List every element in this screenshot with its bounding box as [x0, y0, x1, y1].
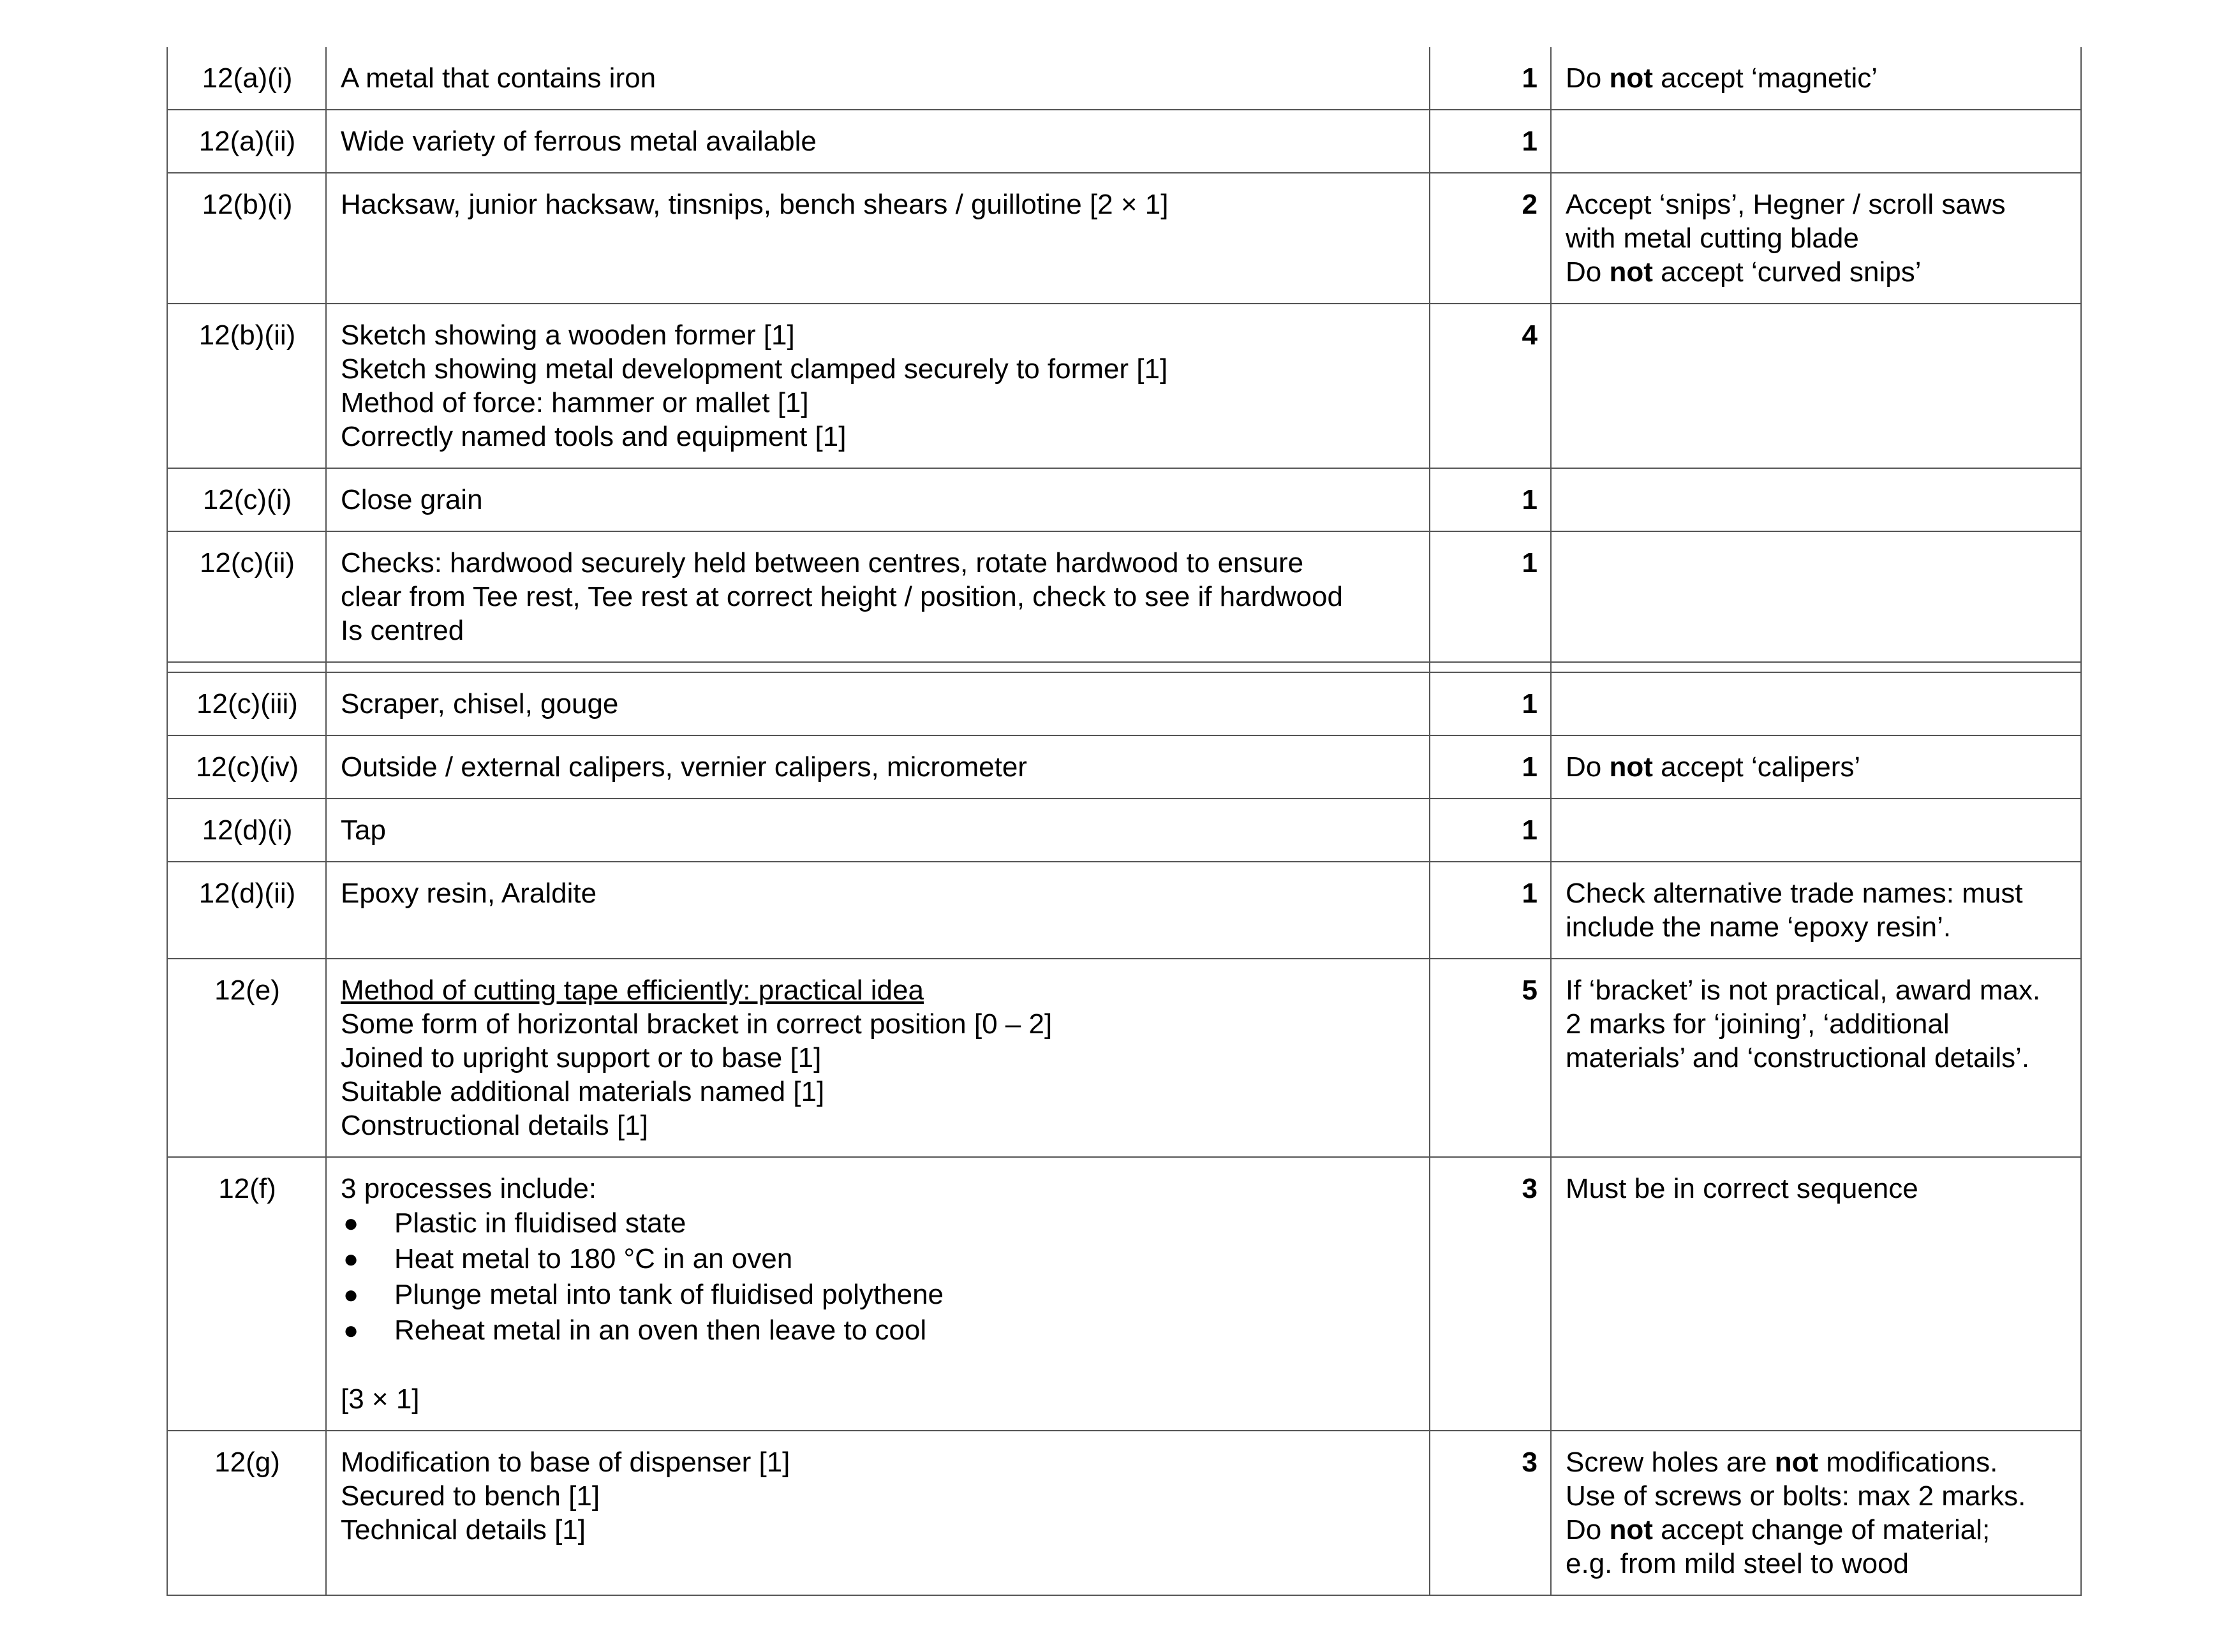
marks-cell: 5 — [1430, 959, 1551, 1157]
table-row — [167, 47, 2081, 110]
question-number: 12(d)(ii) — [167, 862, 326, 959]
answer-line: Suitable additional materials named [1] — [341, 1076, 825, 1107]
question-number: 12(g) — [167, 1431, 326, 1595]
answer-line: Technical details [1] — [341, 1514, 586, 1545]
separator-cell — [326, 662, 1430, 672]
answer-line: Is centred — [341, 615, 464, 646]
answer-heading: Method of cutting tape efficiently: practical idea — [341, 975, 924, 1006]
bullet-icon: ● — [343, 1316, 359, 1345]
table-row — [167, 959, 2081, 1157]
marks-cell: 1 — [1430, 799, 1551, 862]
answer-line: Checks: hardwood securely held between centres, rotate hardwood to ensure — [341, 547, 1304, 579]
guidance-cell — [1551, 173, 2081, 304]
table-separator — [167, 662, 2081, 672]
table-row — [167, 531, 2081, 662]
answer-line: Secured to bench [1] — [341, 1480, 600, 1512]
list-item: ● Plunge metal into tank of fluidised polythene — [341, 1277, 1416, 1313]
guidance-line: Do not accept ‘calipers’ — [1566, 751, 1861, 783]
guidance-line: e.g. from mild steel to wood — [1566, 1548, 1909, 1579]
guidance-cell — [1551, 47, 2081, 110]
answer-line: Modification to base of dispenser [1] — [341, 1447, 790, 1478]
guidance-cell — [1551, 468, 2081, 531]
answer-line: Joined to upright support or to base [1] — [341, 1042, 822, 1073]
question-number: 12(c)(iii) — [167, 672, 326, 735]
guidance-line: Use of screws or bolts: max 2 marks. — [1566, 1480, 2026, 1512]
question-number: 12(f) — [167, 1157, 326, 1431]
answer-cell — [326, 531, 1430, 662]
mark-scheme-table — [167, 47, 2082, 1596]
guidance-cell — [1551, 304, 2081, 468]
guidance-line: 2 marks for ‘joining’, ‘additional — [1566, 1008, 1950, 1040]
marks-cell: 1 — [1430, 735, 1551, 799]
answer-cell — [326, 110, 1430, 173]
answer-line: Wide variety of ferrous metal available — [341, 126, 817, 157]
guidance-cell — [1551, 959, 2081, 1157]
marks-cell: 2 — [1430, 173, 1551, 304]
guidance-line: materials’ and ‘constructional details’. — [1566, 1042, 2030, 1073]
answer-line: Epoxy resin, Araldite — [341, 878, 597, 909]
answer-line: Hacksaw, junior hacksaw, tinsnips, bench shears / guillotine [2 × 1] — [341, 189, 1169, 220]
question-number: 12(e) — [167, 959, 326, 1157]
question-number: 12(b)(i) — [167, 173, 326, 304]
separator-cell — [1430, 662, 1551, 672]
marks-cell: 3 — [1430, 1431, 1551, 1595]
marks-cell: 1 — [1430, 862, 1551, 959]
guidance-line: If ‘bracket’ is not practical, award max. — [1566, 975, 2041, 1006]
guidance-cell — [1551, 672, 2081, 735]
guidance-cell — [1551, 531, 2081, 662]
guidance-cell — [1551, 1431, 2081, 1595]
marks-cell: 1 — [1430, 672, 1551, 735]
answer-line: Correctly named tools and equipment [1] — [341, 421, 847, 452]
guidance-cell — [1551, 735, 2081, 799]
answer-cell — [326, 173, 1430, 304]
guidance-line: with metal cutting blade — [1566, 223, 1859, 254]
answer-line: Close grain — [341, 484, 483, 515]
separator-cell — [1551, 662, 2081, 672]
separator-cell — [167, 662, 326, 672]
answer-line: clear from Tee rest, Tee rest at correct height / position, check to see if hardwood — [341, 581, 1343, 612]
guidance-cell — [1551, 110, 2081, 173]
table-row — [167, 862, 2081, 959]
list-item: ● Plastic in fluidised state — [341, 1206, 1416, 1241]
guidance-line: Must be in correct sequence — [1566, 1173, 1918, 1204]
answer-line: Constructional details [1] — [341, 1110, 648, 1141]
marks-cell: 4 — [1430, 304, 1551, 468]
answer-intro: 3 processes include: — [341, 1173, 597, 1204]
answer-cell — [326, 672, 1430, 735]
answer-cell — [326, 1157, 1430, 1431]
guidance-cell — [1551, 799, 2081, 862]
answer-line: Method of force: hammer or mallet [1] — [341, 387, 809, 418]
spacer — [341, 1348, 1416, 1382]
answer-line: Scraper, chisel, gouge — [341, 688, 619, 719]
guidance-line: Check alternative trade names: must — [1566, 878, 2023, 909]
guidance-line: Do not accept ‘magnetic’ — [1566, 63, 1878, 94]
answer-cell — [326, 862, 1430, 959]
table-row — [167, 304, 2081, 468]
answer-cell — [326, 304, 1430, 468]
question-number: 12(c)(i) — [167, 468, 326, 531]
bullet-icon: ● — [343, 1209, 359, 1237]
answer-cell — [326, 959, 1430, 1157]
marks-cell: 1 — [1430, 47, 1551, 110]
process-list — [341, 1206, 1416, 1348]
guidance-line: Do not accept change of material; — [1566, 1514, 1990, 1545]
marks-cell: 1 — [1430, 531, 1551, 662]
question-number: 12(a)(i) — [167, 47, 326, 110]
answer-line: Some form of horizontal bracket in correct position [0 – 2] — [341, 1008, 1053, 1040]
table-row — [167, 799, 2081, 862]
table-row — [167, 173, 2081, 304]
table-row — [167, 672, 2081, 735]
guidance-line: Accept ‘snips’, Hegner / scroll saws — [1566, 189, 2006, 220]
marks-cell: 1 — [1430, 468, 1551, 531]
question-number: 12(c)(ii) — [167, 531, 326, 662]
answer-line: Sketch showing a wooden former [1] — [341, 320, 795, 351]
table-row — [167, 735, 2081, 799]
question-number: 12(c)(iv) — [167, 735, 326, 799]
question-number: 12(d)(i) — [167, 799, 326, 862]
bullet-icon: ● — [343, 1281, 359, 1309]
answer-cell — [326, 468, 1430, 531]
guidance-line: Screw holes are not modifications. — [1566, 1447, 1998, 1478]
answer-line: Sketch showing metal development clamped securely to former [1] — [341, 353, 1168, 385]
table-row — [167, 1431, 2081, 1595]
list-item: ● Heat metal to 180 °C in an oven — [341, 1241, 1416, 1277]
guidance-cell — [1551, 862, 2081, 959]
list-item: ● Reheat metal in an oven then leave to cool — [341, 1313, 1416, 1348]
marks-cell: 3 — [1430, 1157, 1551, 1431]
answer-cell — [326, 735, 1430, 799]
answer-cell — [326, 799, 1430, 862]
answer-line: Outside / external calipers, vernier calipers, micrometer — [341, 751, 1027, 783]
question-number: 12(b)(ii) — [167, 304, 326, 468]
answer-footer: [3 × 1] — [341, 1383, 420, 1415]
table-row — [167, 1157, 2081, 1431]
answer-cell — [326, 1431, 1430, 1595]
guidance-line: include the name ‘epoxy resin’. — [1566, 911, 1952, 943]
marks-cell: 1 — [1430, 110, 1551, 173]
guidance-cell — [1551, 1157, 2081, 1431]
table-row — [167, 110, 2081, 173]
answer-line: A metal that contains iron — [341, 63, 656, 94]
question-number: 12(a)(ii) — [167, 110, 326, 173]
table-row — [167, 468, 2081, 531]
guidance-line: Do not accept ‘curved snips’ — [1566, 256, 1922, 288]
answer-line: Tap — [341, 815, 386, 846]
bullet-icon: ● — [343, 1245, 359, 1273]
answer-cell — [326, 47, 1430, 110]
